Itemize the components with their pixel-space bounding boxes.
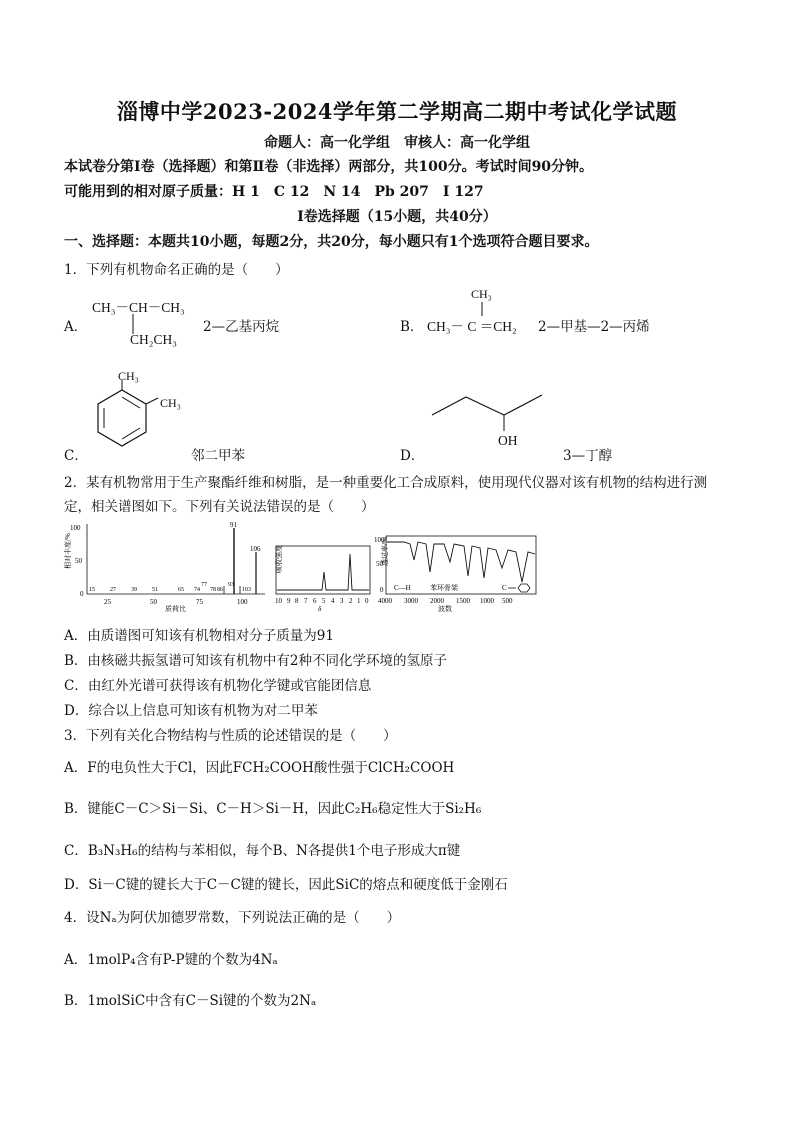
- q3-stem: 3．下列有关化合物结构与性质的论述错误的是（ ）: [64, 728, 397, 744]
- ir-ann-c: C: [502, 584, 507, 592]
- section-title: Ⅰ卷选择题（15小题，共40分）: [297, 209, 497, 225]
- ir-ytick-100: 100: [374, 536, 385, 544]
- q4-option-b: B．1molSiC中含有C－Si键的个数为2Nₐ: [64, 993, 317, 1009]
- ir-xtick-4000: 4000: [378, 597, 392, 605]
- q2-stem-line1: 2．某有机物常用于生产聚酯纤维和树脂，是一种重要化工合成原料，使用现代仪器对该有机物的结构进行测: [64, 475, 708, 491]
- nmr-ylabel: 吸收强度: [275, 545, 283, 573]
- ms-xtick-75: 75: [196, 598, 203, 606]
- ir-xtick-3000: 3000: [404, 597, 418, 605]
- o-xylene-methyl-2: CH₃: [160, 396, 181, 410]
- ms-ytick-0: 0: [80, 590, 84, 598]
- o-xylene-methyl-1: CH₃: [118, 369, 139, 383]
- q1-a-branch: CH₂CH₃: [130, 332, 177, 347]
- nmr-trace: [277, 554, 369, 590]
- q1-option-a-label: A．: [64, 319, 88, 335]
- ms-xlabel: 质荷比: [165, 605, 186, 612]
- ms-xtick-25: 25: [104, 598, 111, 606]
- ir-xtick-500: 500: [502, 597, 513, 605]
- ir-xtick-2000: 2000: [430, 597, 444, 605]
- q1-b-name: 2—甲基—2—丙烯: [538, 319, 650, 335]
- ms-ytick-50: 50: [75, 557, 82, 565]
- nmr-xtick-10: 10: [275, 597, 282, 605]
- nmr-xlabel: δ: [318, 605, 322, 612]
- ms-xtick-50: 50: [150, 598, 157, 606]
- ms-peak-label-65: 65: [178, 587, 184, 593]
- q3-option-c: C．B₃N₃H₆的结构与苯相似，每个B、N各提供1个电子形成大π键: [64, 843, 461, 859]
- nmr-spectrum: [262, 540, 374, 612]
- ms-ylabel: 相对丰度/%: [64, 533, 72, 569]
- nmr-xtick-9: 9: [287, 597, 291, 605]
- q1-a-name: 2—乙基丙烷: [203, 319, 280, 335]
- ms-peak-label-27: 27: [110, 587, 116, 593]
- ir-benzene-icon: [518, 584, 530, 592]
- ms-peak-label-93: 93: [228, 582, 234, 588]
- ms-peak-label-78: 78: [210, 587, 216, 593]
- nmr-xtick-3: 3: [340, 597, 344, 605]
- ir-ytick-50: 50: [376, 560, 383, 568]
- q1-b-formula: CH₃－ C ＝CH₂: [427, 319, 517, 334]
- ms-peak-label-15: 15: [89, 587, 95, 593]
- nmr-xtick-2: 2: [349, 597, 353, 605]
- ir-xlabel: 波数: [438, 605, 452, 612]
- ms-peak-label-77: 77: [201, 582, 207, 588]
- ms-xtick-100: 100: [237, 598, 248, 606]
- ir-ytick-0: 0: [380, 586, 384, 594]
- q3-option-b: B．键能C－C＞Si－Si、C－H＞Si－H，因此C₂H₆稳定性大于Si₂H₆: [64, 801, 482, 817]
- nmr-xtick-1: 1: [357, 597, 361, 605]
- butanol-skeletal-structure: [428, 385, 548, 435]
- q4-option-a: A．1molP₄含有P-P键的个数为4Nₐ: [64, 952, 278, 968]
- intro-line: 本试卷分第Ⅰ卷（选择题）和第Ⅱ卷（非选择）两部分，共100分。考试时间90分钟。: [64, 159, 594, 175]
- authors-line: 命题人：高一化学组 审核人：高一化学组: [264, 135, 530, 151]
- q2-option-c: C．由红外光谱可获得该有机物化学键或官能团信息: [64, 678, 372, 694]
- ms-peak-label-106: 106: [250, 545, 261, 553]
- q1-c-name: 邻二甲苯: [191, 448, 245, 464]
- nmr-xtick-6: 6: [313, 597, 317, 605]
- ir-ylabel: 透过率/%: [381, 537, 389, 566]
- exam-title: 淄博中学2023-2024学年第二学期高二期中考试化学试题: [116, 99, 678, 124]
- q1-b-methyl: CH₃: [471, 287, 492, 301]
- atomic-masses-line: 可能用到的相对原子质量：H 1 C 12 N 14 Pb 207 I 127: [64, 184, 484, 200]
- q1-option-c-label: C．: [64, 448, 88, 464]
- nmr-xtick-7: 7: [304, 597, 308, 605]
- q1-option-b-label: B．: [400, 319, 424, 335]
- q3-option-d: D．Si－C键的键长大于C－C键的键长，因此SiC的熔点和硬度低于金刚石: [64, 877, 508, 893]
- q1-option-d-label: D．: [400, 448, 425, 464]
- o-xylene-structure: [90, 368, 200, 458]
- ms-peak-label-86: 86: [217, 587, 223, 593]
- section-description: 一、选择题：本题共10小题，每题2分，共20分，每小题只有1个选项符合题目要求。: [64, 234, 599, 250]
- ir-ann-ring: 苯环骨架: [430, 584, 458, 592]
- q1-stem: 1．下列有机物命名正确的是（ ）: [64, 262, 289, 278]
- q2-option-b: B．由核磁共振氢谱可知该有机物中有2种不同化学环境的氢原子: [64, 653, 448, 669]
- ir-xtick-1500: 1500: [456, 597, 470, 605]
- q2-option-d: D．综合以上信息可知该有机物为对二甲苯: [64, 703, 318, 719]
- nmr-xtick-8: 8: [295, 597, 299, 605]
- ms-peak-label-74: 74: [194, 587, 200, 593]
- ir-ann-ch: C—H: [394, 584, 411, 592]
- ms-peak-label-51: 51: [152, 587, 158, 593]
- mass-spectrum: [60, 520, 270, 612]
- q1-a-main-chain: CH₃－CH－CH₃: [92, 300, 185, 315]
- q1-d-name: 3—丁醇: [563, 448, 613, 464]
- nmr-xtick-0: 0: [365, 597, 369, 605]
- ir-spectrum: [364, 532, 544, 612]
- nmr-xtick-4: 4: [331, 597, 335, 605]
- ms-peak-label-91: 91: [230, 521, 237, 529]
- ms-ytick-100: 100: [70, 524, 81, 532]
- nmr-xtick-5: 5: [322, 597, 326, 605]
- q2-stem-line2: 定，相关谱图如下。下列有关说法错误的是（ ）: [64, 499, 375, 515]
- q2-option-a: A．由质谱图可知该有机物相对分子质量为91: [64, 628, 334, 644]
- ir-xtick-1000: 1000: [480, 597, 494, 605]
- q4-stem: 4．设Nₐ为阿伏加德罗常数，下列说法正确的是（ ）: [64, 910, 401, 926]
- ms-peak-label-103: 103: [242, 587, 251, 593]
- ir-trace: [387, 542, 535, 582]
- ms-peak-label-39: 39: [131, 587, 137, 593]
- q3-option-a: A．F的电负性大于Cl，因此FCH₂COOH酸性强于ClCH₂COOH: [64, 760, 455, 776]
- butanol-oh-group: OH: [498, 433, 518, 448]
